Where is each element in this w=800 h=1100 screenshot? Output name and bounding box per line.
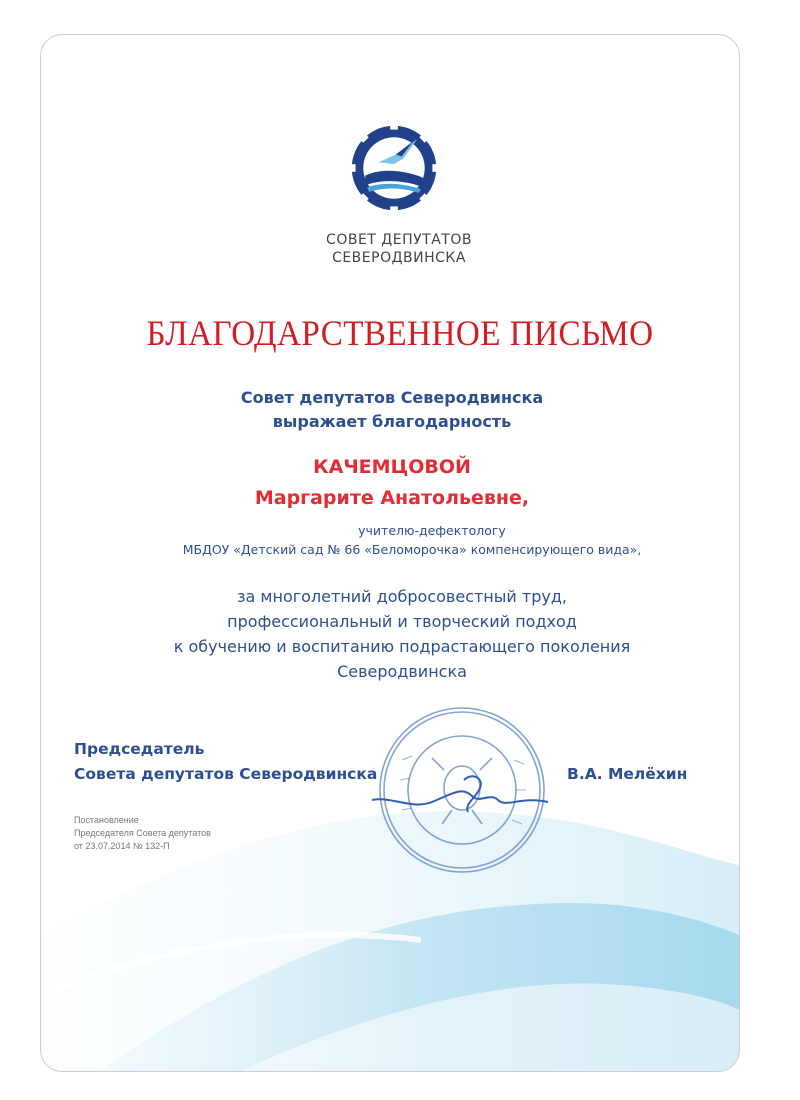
reason-line1: за многолетний добросовестный труд, — [237, 587, 567, 606]
footnote-line3: от 23.07.2014 № 132-П — [74, 841, 170, 851]
council-emblem-icon — [346, 120, 442, 216]
signer-role-line1: Председатель — [74, 740, 205, 758]
org-name-line2: СЕВЕРОДВИНСКА — [332, 250, 466, 266]
official-seal-stamp — [372, 700, 552, 880]
signer-role-line2: Совета депутатов Северодвинска — [74, 765, 378, 783]
recipient-organization: МБДОУ «Детский сад № 66 «Беломорочка» компенсирующего вида», — [182, 542, 642, 557]
intro-line1: Совет депутатов Северодвинска — [240, 388, 544, 407]
reason-line3: к обучению и воспитанию подрастающего поколения — [173, 637, 631, 656]
signer-name: В.А. Мелёхин — [567, 765, 688, 783]
document-title: БЛАГОДАРСТВЕННОЕ ПИСЬМО — [146, 313, 654, 353]
recipient-surname: КАЧЕМЦОВОЙ — [313, 456, 471, 478]
intro-line2: выражает благодарность — [272, 412, 512, 431]
reason-line4: Северодвинска — [337, 662, 467, 681]
recipient-name: Маргарите Анатольевне, — [254, 487, 530, 509]
footnote-line1: Постановление — [74, 815, 139, 825]
org-name-line1: СОВЕТ ДЕПУТАТОВ — [326, 232, 472, 248]
footnote-line2: Председателя Совета депутатов — [74, 828, 211, 838]
reason-line2: профессиональный и творческий подход — [227, 612, 577, 631]
recipient-position: учителю-дефектологу — [358, 523, 506, 538]
